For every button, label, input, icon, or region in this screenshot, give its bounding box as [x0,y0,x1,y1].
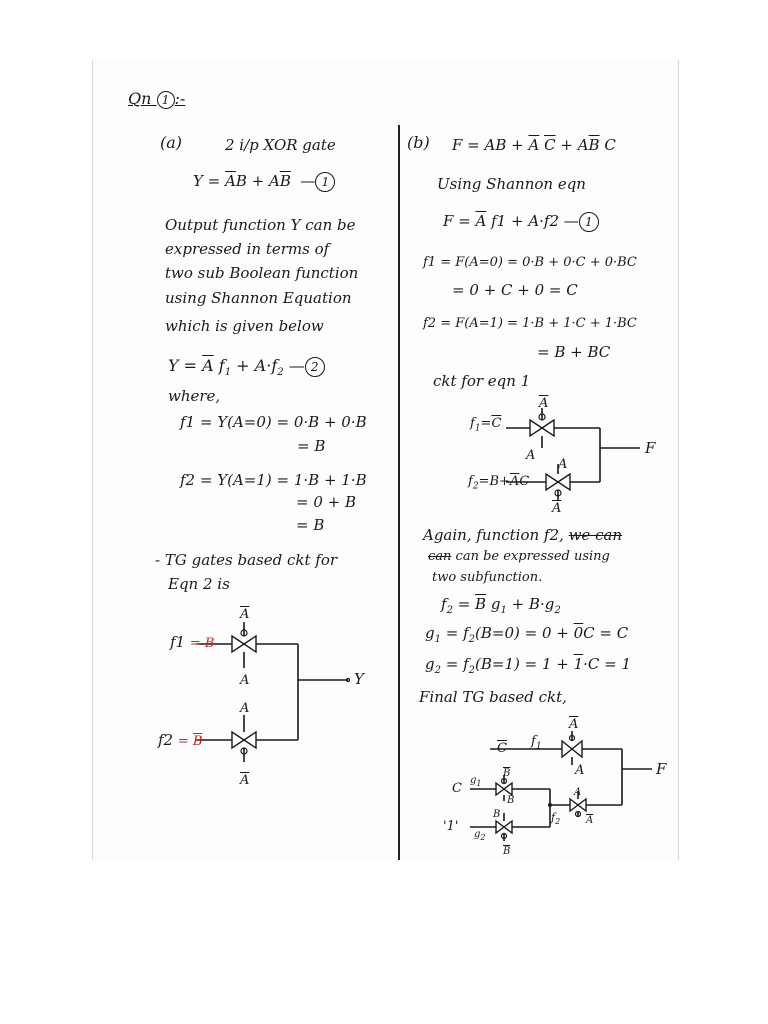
final-ckt-label: Final TG based ckt, [419,688,567,706]
left-ckt-a-bot: A [240,701,250,716]
eq-F2: $F = \overline{A}$ f1 + A·f2 — 1 [443,212,599,232]
left-ckt-f2-val: = $\overline{B}$ [177,734,203,749]
g1-eq: $g_1 = f_2(B=0) = 0 + 0C = C$ [425,624,629,645]
rc2-one: '1' [443,819,459,834]
rc2-g2: $g_2$ [474,829,486,842]
rc1-a-bot: A [558,457,568,472]
desc-line-2: expressed in terms of [165,240,330,258]
tg-text-1: - TG gates based ckt for [155,551,338,569]
eq2-tag: 2 [305,357,325,377]
rc1-f2: $f_2=B+\overline{A}C$ [468,474,530,492]
rc2-a2: A [574,787,582,798]
eq1-bbar: $\overline{B}$ [279,172,291,190]
part-a-heading: (a) [160,133,183,152]
rc2-f2: $f_2$ [551,811,561,827]
f2-line-1: f2 = Y(A=1) = 1·B + 1·B [180,471,367,489]
eq1-mid: B + A [235,172,280,190]
f1-b-line-1: f1 = F(A=0) = 0·B + 0·C + 0·BC [423,255,637,270]
rc2-cbar: $\overline{C}$ [497,741,507,756]
rc2-g1: $g_1$ [470,775,482,788]
column-divider [398,125,400,860]
rc1-f1: $f_1=\overline{C}$ [470,416,502,434]
eq2-b: f [213,356,225,375]
left-ckt-f1: f1 = B [170,633,215,651]
rc2-abar2: $\overline{A}$ [586,815,594,826]
rc1-out: F [645,439,656,457]
eq-F: F = AB + $\overline{A}$ $\overline{C} + A\overline{B}$ C [452,136,616,154]
rc2-c: C [452,781,462,796]
question-label: Qn 1 :- [128,89,186,108]
f2-b-line-1: f2 = F(A=1) = 1·B + 1·C + 1·BC [423,316,637,331]
f2-line-3: = B [296,516,325,534]
left-ckt-f2: $f2 = \overline{B}$ [158,731,203,749]
rc1-a-top: A [526,448,536,463]
rc2-out: F [656,760,667,778]
rc1-abar-top: $\overline{A}$ [539,396,549,411]
desc-line-5: which is given below [165,317,324,335]
f2-g-eq: $f_2 = \overline{B}$ $g_1 + B\cdot g_2$ [441,595,561,616]
desc-line-4: using Shannon Equation [165,289,352,307]
rc2-bbar2: $\overline{B}$ [503,846,511,857]
rc1-abar-bot: $\overline{A}$ [552,501,562,516]
f1-b-line-2: = 0 + C + 0 = C [452,281,578,299]
eq1-abar: $\overline{A}$ [225,172,236,190]
f1-line-2: = B [297,437,326,455]
desc-line-3: two sub Boolean function [165,264,359,282]
eq1-tag: 1 [315,172,335,192]
f1-line-1: f1 = Y(A=0) = 0·B + 0·B [180,413,367,431]
part-a-title: 2 i/p XOR gate [225,136,336,154]
g2-eq: $g_2 = f_2(B=1) = 1 + 1\cdot C = 1$ [425,655,632,676]
again-line-2: can can be expressed using [428,549,610,564]
rc2-bbar: $\overline{B}$ [503,768,511,779]
where-label: where, [168,387,221,405]
left-ckt-out: Y [354,670,364,688]
again-line-3: two subfunction. [432,570,543,585]
left-ckt-abar-bot: $\overline{A}$ [240,773,250,788]
left-ckt-abar-top: $\overline{A}$ [240,607,250,622]
rc2-f1: $f_1$ [531,734,542,752]
f2-b-line-2: = B + BC [537,343,611,361]
tg-text-2: Eqn 2 is [168,575,230,593]
eq2: $Y = \overline{A}$ $f_1 + A\cdot f_2$ — 2 [168,357,325,382]
rc2-b1: B [507,795,515,806]
rc2-abar-top: $\overline{A}$ [569,717,579,732]
eq2-abar: $\overline{A}$ [202,356,214,375]
ckt-label: ckt for eqn 1 [433,372,531,390]
eq2-c: + A·f [231,356,278,375]
again-line-1: Again, function f2, we can [423,526,623,544]
using-shannon: Using Shannon eqn [437,175,586,193]
eq1: $Y = \overline{A}B + A\overline{B}$ — 1 [193,172,335,192]
eqF2-tag: 1 [579,212,599,232]
eq1-lhs: Y [193,172,203,190]
question-number: 1 [157,91,175,109]
eq2-a: Y = [168,356,203,375]
part-b-heading: (b) [407,133,430,152]
left-ckt-a-top: A [240,673,250,688]
f2-line-2: = 0 + B [296,493,357,511]
desc-line-1: Output function Y can be [165,216,356,234]
rc2-a: A [575,763,585,778]
rc2-b2: B [493,809,501,820]
left-tg-circuit [160,600,390,790]
question-label-text: Qn [128,89,152,108]
